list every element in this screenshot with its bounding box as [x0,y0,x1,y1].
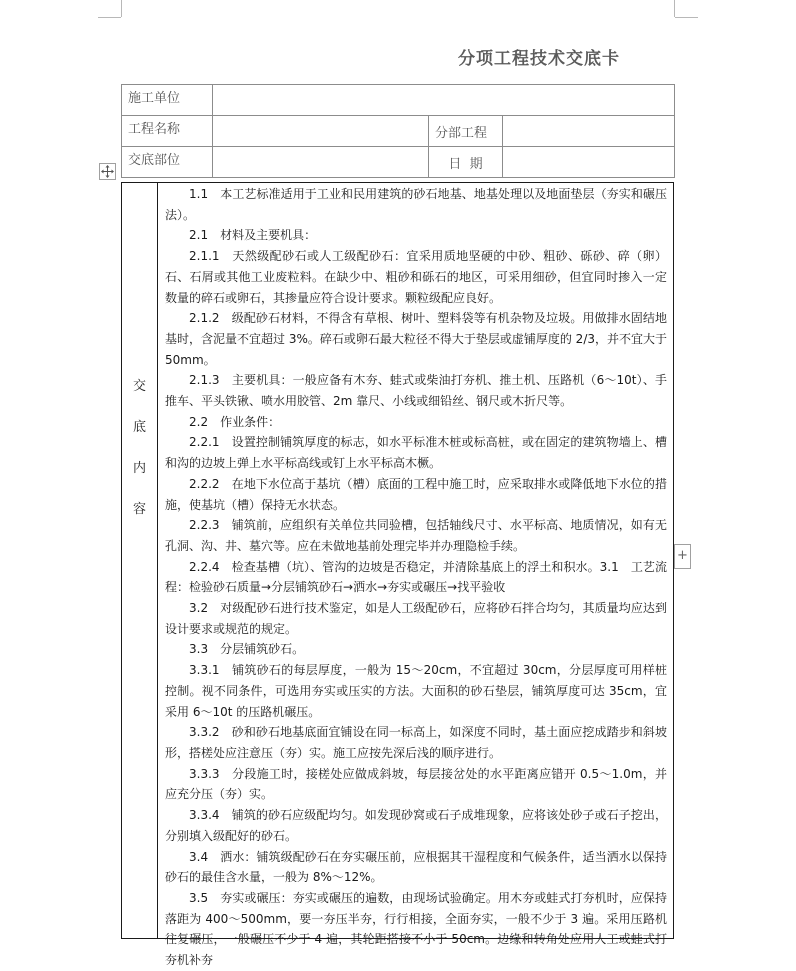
paragraph: 2.2.4 检查基槽（坑）、管沟的边坡是否稳定，并清除基底上的浮土和积水。3.1 工艺流程：检验砂石质量→分层铺筑砂石→洒水→夯实或碾压→找平验收 [165,559,667,595]
header-row-location [122,147,675,178]
paragraph: 2.1.3 主要机具：一般应备有木夯、蛙式或柴油打夯机、推土机、压路机（6～10t）、手推车、平头铁锹、喷水用胶管、2m 靠尺、小线或细铅丝、钢尺或木折尺等。 [165,373,667,409]
paragraph: 2.2.2 在地下水位高于基坑（槽）底面的工程中施工时，应采取排水或降低地下水位的措施，使基坑（槽）保持无水状态。 [165,476,667,512]
date-label: 日 期 [429,147,503,178]
paragraph: 3.4 洒水：铺筑级配砂石在夯实碾压前，应根据其干湿程度和气候条件，适当洒水以保持砂石的最佳含水量，一般为 8%～12%。 [165,849,667,885]
side-label-char: 底 [132,420,146,435]
paragraph: 3.2 对级配砂石进行技术鉴定，如是人工级配砂石，应将砂石拌合均匀，其质量均应达到设计要求或规范的规定。 [165,601,667,636]
date-field[interactable] [503,147,675,178]
paragraph: 2.2 作业条件： [189,414,281,429]
crop-mark-top-left-horizontal [98,17,121,18]
construction-unit-label: 施工单位 [122,85,213,116]
sub-project-field[interactable] [503,116,675,147]
disclosure-content-text[interactable] [159,183,671,971]
project-name-field[interactable] [213,116,429,147]
construction-unit-field[interactable] [213,85,675,116]
paragraph: 3.3 分层铺筑砂石。 [189,642,305,657]
side-label-char: 容 [132,502,146,517]
add-row-button[interactable] [674,544,691,569]
paragraph: 3.3.2 砂和砂石地基底面宜铺设在同一标高上，如深度不同时，基土面应挖成踏步和斜坡形，搭槎处应注意压（夯）实。施工应按先深后浅的顺序进行。 [165,725,667,760]
disclosure-content-box [121,182,674,968]
paragraph: 2.2.1 设置控制铺筑厚度的标志，如水平标准木桩或标高桩，或在固定的建筑物墙上、槽和沟的边坡上弹上水平标高线或钉上水平标高木橛。 [165,435,667,471]
table-move-handle[interactable] [99,163,116,180]
side-label-column [122,183,158,938]
crop-mark-top-right-vertical [674,0,675,17]
paragraph: 2.1 材料及主要机具： [189,228,317,243]
paragraph: 3.3.1 铺筑砂石的每层厚度，一般为 15～20cm，不宜超过 30cm，分层厚度可用样桩控制。视不同条件，可选用夯实或压实的方法。大面积的砂石垫层，铺筑厚度可达 35cm，宜采用 6～10t 的压路机碾压。 [165,663,667,719]
plus-icon: + [677,548,688,563]
location-field[interactable] [213,147,429,178]
paragraph: 3.3.4 铺筑的砂石应级配均匀。如发现砂窝或石子成堆现象，应将该处砂子或石子挖出，分别填入级配好的砂石。 [165,808,667,843]
move-arrows-icon [100,164,115,179]
paragraph: 2.1.2 级配砂石材料，不得含有草根、树叶、塑料袋等有机杂物及垃圾。用做排水固结地基时，含泥量不宜超过 3%。碎石或卵石最大粒径不得大于垫层或虚铺厚度的 2/3，并不宜大于 50mm。 [165,311,667,367]
project-name-label: 工程名称 [122,116,213,147]
side-label-char: 交 [132,379,146,394]
header-row-unit [122,85,675,116]
paragraph: 3.3.3 分段施工时，接槎处应做成斜坡，每层接岔处的水平距离应错开 0.5～1.0m，并应充分压（夯）实。 [165,766,667,802]
paragraph: 3.5 夯实或碾压：夯实或碾压的遍数，由现场试验确定。用木夯或蛙式打夯机时，应保持落距为 400～500mm，要一夯压半夯，行行相接，全面夯实，一般不少于 3 遍。采用压路机往复碾压，一般碾压不少于 4 遍，其轮距搭接不小于 50cm。边缘和转角处应用人工或蛙式打夯机补夯 [165,890,667,968]
paragraph: 2.2.3 铺筑前，应组织有关单位共同验槽，包括轴线尺寸、水平标高、地质情况，如有无孔洞、沟、井、墓穴等。应在未做地基前处理完毕并办理隐检手续。 [165,518,667,553]
sub-project-label: 分部工程 [429,116,503,147]
document-title: 分项工程技术交底卡 [458,49,620,69]
paragraph: 1.1 本工艺标准适用于工业和民用建筑的砂石地基、地基处理以及地面垫层（夯实和碾压法）。 [165,187,667,222]
side-label-char: 内 [132,461,146,476]
location-label: 交底部位 [122,147,213,178]
header-info-table [121,84,675,178]
crop-mark-top-right-horizontal [675,17,698,18]
crop-mark-top-left-vertical [121,0,122,17]
header-row-project [122,116,675,147]
paragraph: 2.1.1 天然级配砂石或人工级配砂石：宜采用质地坚硬的中砂、粗砂、砾砂、碎（卵）石、石屑或其他工业废粒料。在缺少中、粗砂和砾石的地区，可采用细砂，但宜同时掺入一定数量的碎石或卵石，其掺量应符合设计要求。颗粒级配应良好。 [165,249,667,305]
